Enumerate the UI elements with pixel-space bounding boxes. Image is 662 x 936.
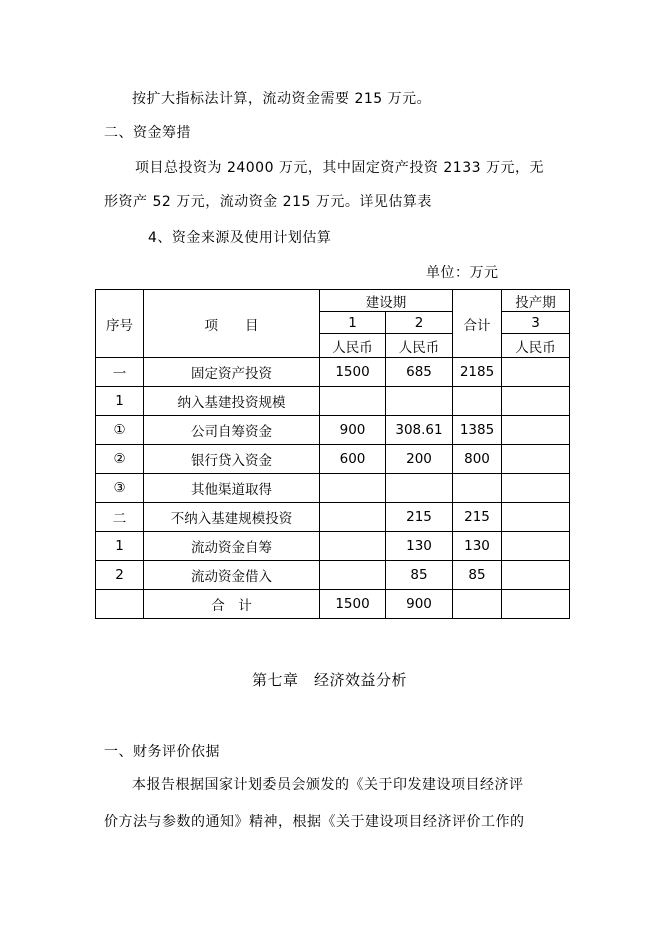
cell-item: 流动资金借入: [144, 561, 320, 590]
section-heading-financial-basis: 一、财务评价依据: [104, 744, 220, 760]
cell-total: [453, 590, 502, 619]
paragraph-basis-line2: 价方法与参数的通知》精神，根据《关于建设项目经济评价工作的: [104, 814, 525, 830]
cell-year-1: [320, 561, 386, 590]
header-seq: 序号: [96, 290, 144, 358]
paragraph-working-capital: 按扩大指标法计算，流动资金需要 215 万元。: [132, 91, 432, 107]
cell-total: 2185: [453, 358, 502, 387]
cell-year-1: 1500: [320, 358, 386, 387]
table-row: [96, 358, 570, 387]
cell-seq: 1: [96, 532, 144, 561]
cell-year-2: 308.61: [386, 416, 453, 445]
cell-year-3: [502, 503, 570, 532]
cell-item: 公司自筹资金: [144, 416, 320, 445]
cell-year-2: 685: [386, 358, 453, 387]
cell-item: 纳入基建投资规模: [144, 387, 320, 416]
paragraph-basis-line1: 本报告根据国家计划委员会颁发的《关于印发建设项目经济评: [132, 777, 524, 793]
cell-year-1: [320, 503, 386, 532]
subheading-fund-plan: 4、资金来源及使用计划估算: [148, 230, 332, 246]
cell-seq: 1: [96, 387, 144, 416]
cell-year-1: 1500: [320, 590, 386, 619]
cell-total: [453, 474, 502, 503]
header-year-2: 2: [386, 312, 453, 334]
cell-total: 215: [453, 503, 502, 532]
header-year-3: 3: [502, 312, 570, 334]
table-row: [96, 445, 570, 474]
cell-year-2: 900: [386, 590, 453, 619]
table-row: [96, 474, 570, 503]
cell-year-2: 85: [386, 561, 453, 590]
cell-item: 合 计: [144, 590, 320, 619]
cell-year-3: [502, 474, 570, 503]
cell-year-1: [320, 532, 386, 561]
cell-year-3: [502, 387, 570, 416]
header-year-1: 1: [320, 312, 386, 334]
cell-total: 800: [453, 445, 502, 474]
cell-item: 固定资产投资: [144, 358, 320, 387]
cell-year-3: [502, 445, 570, 474]
cell-item: 不纳入基建规模投资: [144, 503, 320, 532]
cell-seq: ③: [96, 474, 144, 503]
cell-item: 其他渠道取得: [144, 474, 320, 503]
cell-year-1: [320, 474, 386, 503]
header-construction-period: 建设期: [320, 290, 453, 312]
cell-year-3: [502, 561, 570, 590]
cell-seq: ①: [96, 416, 144, 445]
header-currency-2: 人民币: [386, 334, 453, 358]
cell-seq: 2: [96, 561, 144, 590]
table-row: [96, 503, 570, 532]
unit-label: 单位：万元: [426, 265, 499, 281]
header-total: 合计: [453, 290, 502, 358]
cell-total: [453, 387, 502, 416]
section-heading-fund-raising: 二、资金筹措: [104, 125, 191, 141]
header-production-period: 投产期: [502, 290, 570, 312]
cell-seq: 一: [96, 358, 144, 387]
cell-year-2: 215: [386, 503, 453, 532]
cell-year-1: [320, 387, 386, 416]
cell-total: 130: [453, 532, 502, 561]
table-row: [96, 416, 570, 445]
cell-seq: 二: [96, 503, 144, 532]
fund-source-table: [95, 289, 570, 619]
table-row-total: [96, 590, 570, 619]
cell-year-3: [502, 532, 570, 561]
header-currency-3: 人民币: [502, 334, 570, 358]
cell-total: 85: [453, 561, 502, 590]
table-row: [96, 387, 570, 416]
cell-year-2: 200: [386, 445, 453, 474]
cell-seq: ②: [96, 445, 144, 474]
cell-year-3: [502, 416, 570, 445]
cell-year-3: [502, 590, 570, 619]
cell-year-2: 130: [386, 532, 453, 561]
paragraph-total-investment-line2: 形资产 52 万元，流动资金 215 万元。详见估算表: [104, 194, 432, 210]
cell-year-3: [502, 358, 570, 387]
paragraph-total-investment-line1: 项目总投资为 24000 万元，其中固定资产投资 2133 万元，无: [135, 160, 544, 176]
cell-seq: [96, 590, 144, 619]
chapter-title: 第七章 经济效益分析: [252, 671, 408, 689]
table-row: [96, 561, 570, 590]
cell-item: 银行贷入资金: [144, 445, 320, 474]
header-item: 项 目: [144, 290, 320, 358]
cell-year-1: 600: [320, 445, 386, 474]
cell-year-2: [386, 474, 453, 503]
cell-total: 1385: [453, 416, 502, 445]
table-row: [96, 532, 570, 561]
cell-year-1: 900: [320, 416, 386, 445]
cell-item: 流动资金自筹: [144, 532, 320, 561]
cell-year-2: [386, 387, 453, 416]
header-currency-1: 人民币: [320, 334, 386, 358]
